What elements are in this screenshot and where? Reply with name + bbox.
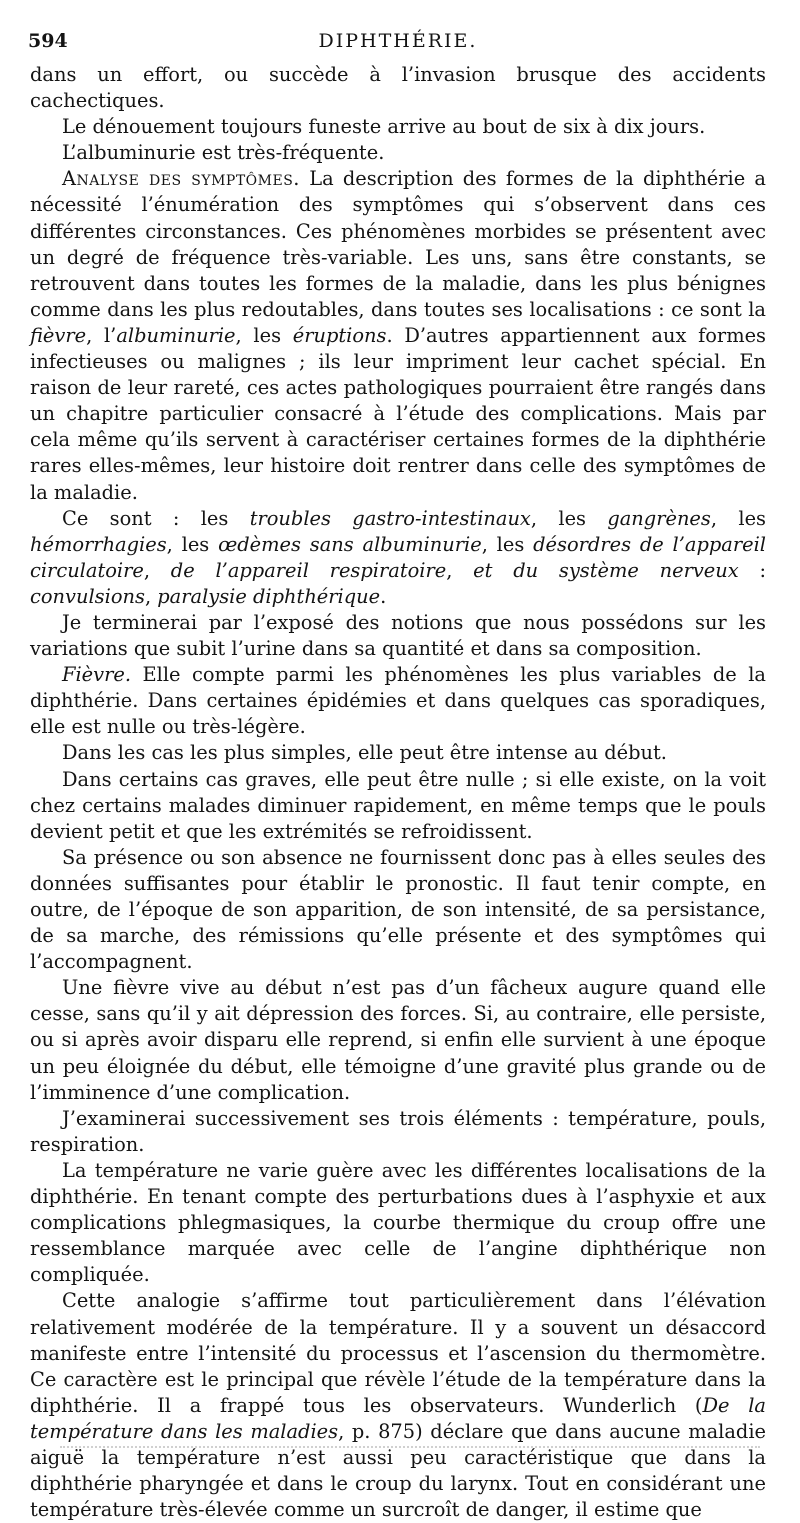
paragraph: La température ne varie guère avec les différentes localisations de la diphthérie. En tenant compte des perturbations dues à l’asphyxie et aux complications phlegmasiques, la courbe thermique du croup offre une ressemblance marquée avec celle de l’angine diphthérique non compliquée.	[30, 1158, 766, 1287]
emphasis: convulsions	[30, 584, 145, 608]
emphasis: De la température dans les maladies	[30, 1393, 766, 1443]
section-heading: Analyse des symptômes.	[62, 167, 300, 191]
paragraph: L’albuminurie est très-fréquente.	[62, 141, 385, 165]
paragraph: Sa présence ou son absence ne fournissent donc pas à elles seules des données suffisantes pour établir le pronostic. Il faut tenir compte, en outre, de l’époque de son apparition, de son intensité, de sa persistance, de sa marche, des rémissions qu’elle présente et des symptômes qui l’accompagnent.	[30, 845, 766, 974]
paragraph: Je terminerai par l’exposé des notions que nous possédons sur les variations que subit l’urine dans sa quantité et dans sa composition.	[30, 610, 766, 661]
running-title: DIPHTHÉRIE.	[318, 30, 478, 52]
paragraph: dans un effort, ou succède à l’invasion brusque des accidents cachectiques.	[30, 63, 766, 113]
emphasis: désordres de l’appareil circulatoire	[30, 532, 766, 582]
paragraph: Dans certains cas graves, elle peut être nulle ; si elle existe, on la voit chez certains malades diminuer rapidement, en même temps que le pouls devient petit et que les extrémités se refroidissent.	[30, 767, 766, 843]
paragraph: Dans les cas les plus simples, elle peut être intense au début.	[62, 741, 667, 765]
emphasis: paralysie diphthérique	[157, 584, 381, 608]
paragraph-text: La description des formes de la diphthérie a nécessité l’énumération des symptômes qui s’observent dans ces différentes circonstances. Ces phénomènes morbides se présentent avec un degré de fréquence très-variable. Les uns, sans être constants, se retrouvent dans toutes les formes de la maladie, dans les plus bénignes comme dans les plus redoutables, dans toutes ses localisations : ce sont la fièvre, l’albuminurie, les éruptions. D’autres appartiennent aux formes infectieuses ou malignes ; ils leur impriment leur cachet spécial. En raison de leur rareté, ces actes pathologiques pourraient être rangés dans un chapitre particulier consacré à l’étude des complications. Mais par cela même qu’ils servent à caractériser certaines formes de la diphthérie rares elles-mêmes, leur histoire doit rentrer dans celle des symptômes de la maladie.	[30, 167, 767, 504]
page-header	[28, 30, 768, 54]
emphasis: éruptions	[292, 323, 387, 347]
emphasis: hémorrhagies	[30, 532, 167, 556]
paragraph: Ce sont : les troubles gastro-intestinaux, les gangrènes, les hémorrhagies, les œdèmes sans albuminurie, les désordres de l’appareil circulatoire, de l’appareil respiratoire, et du système nerveux : convulsions, paralysie diphthérique.	[30, 506, 767, 608]
paragraph	[30, 662, 766, 740]
emphasis: fièvre	[30, 323, 87, 347]
paragraph: J’examinerai successivement ses trois éléments : température, pouls, respiration.	[30, 1106, 766, 1156]
subsection-heading: Fièvre.	[62, 663, 131, 687]
emphasis: de l’appareil respiratoire	[170, 558, 447, 582]
body-text	[30, 62, 766, 1523]
emphasis: œdèmes sans albuminurie	[218, 532, 482, 556]
paragraph-text: Elle compte parmi les phénomènes les plus variables de la diphthérie. Dans certaines épidémies et dans quelques cas sporadiques, elle est nulle ou très-légère.	[30, 663, 766, 739]
emphasis: albuminurie	[116, 323, 236, 347]
paragraph: Le dénouement toujours funeste arrive au bout de six à dix jours.	[62, 115, 706, 139]
emphasis: troubles gastro-intestinaux	[249, 506, 531, 530]
emphasis: gangrènes	[607, 506, 711, 530]
emphasis: et du système nerveux	[473, 558, 739, 582]
paragraph: Une fièvre vive au début n’est pas d’un fâcheux augure quand elle cesse, sans qu’il y ait dépression des forces. Si, au contraire, elle persiste, ou si après avoir disparu elle reprend, si enfin elle survient à une époque un peu éloignée du début, elle témoigne d’une gravité plus grande ou de l’imminence d’une complication.	[30, 976, 766, 1104]
faint-bleed-through-line	[60, 1446, 760, 1448]
page-number: 594	[28, 30, 68, 52]
paragraph	[30, 166, 766, 505]
paragraph: Cette analogie s’affirme tout particulièrement dans l’élévation relativement modérée de la température. Il y a souvent un désaccord manifeste entre l’intensité du processus et l’ascension du thermomètre. Ce caractère est le principal que révèle l’étude de la température dans la diphthérie. Il a frappé tous les observateurs. Wunderlich (De la température dans les maladies, p. 875) déclare que dans aucune maladie aiguë la température n’est aussi peu caractéristique que dans la diphthérie pharyngée et dans le croup du larynx. Tout en considérant une température très-élevée comme un surcroît de danger, il estime que	[30, 1289, 766, 1522]
